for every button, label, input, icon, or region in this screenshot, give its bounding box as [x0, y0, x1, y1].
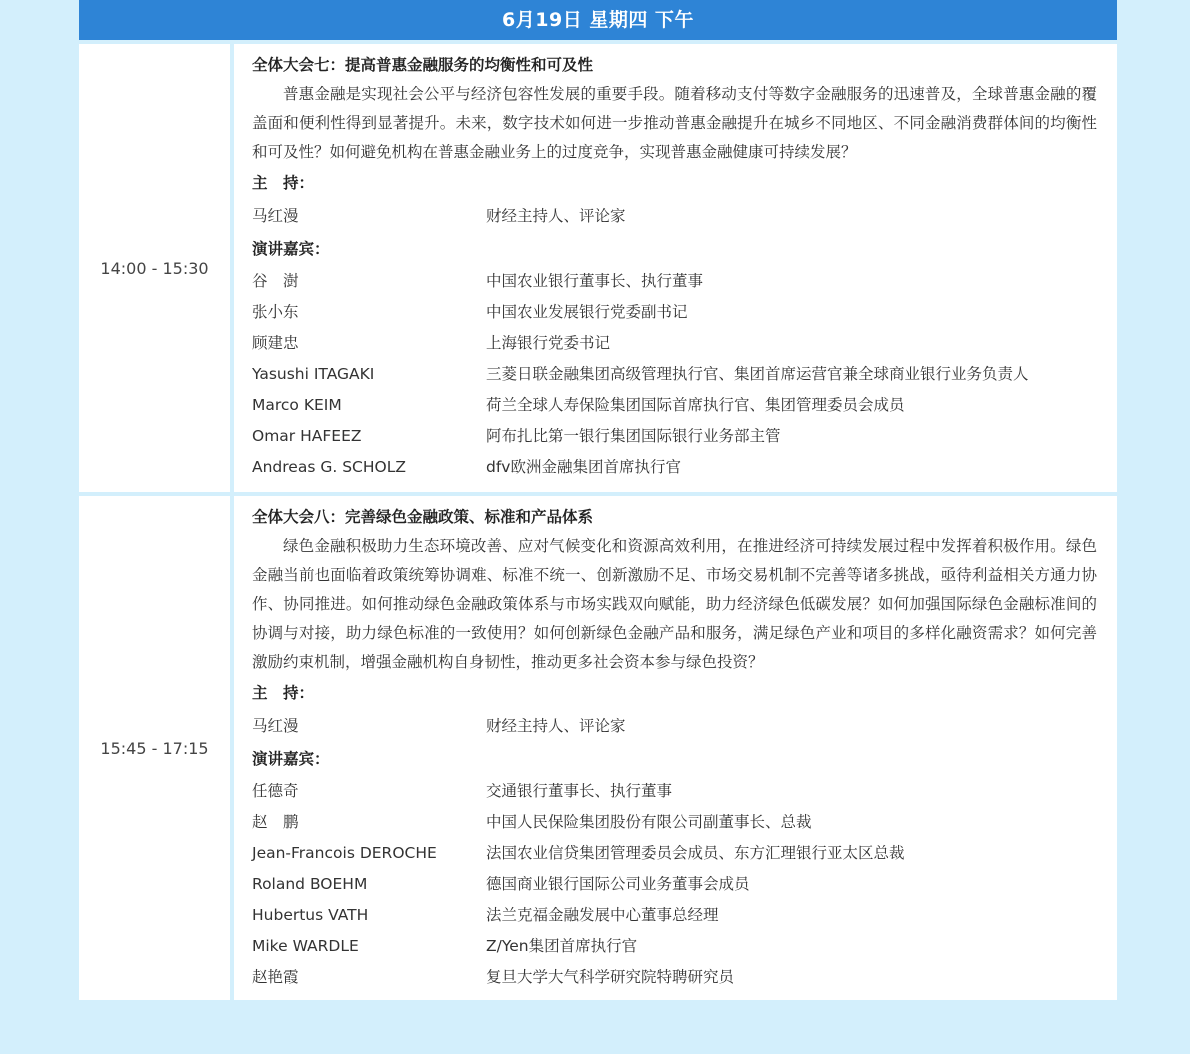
- person-name: Marco KEIM: [252, 396, 342, 414]
- session-row: [79, 496, 1117, 1000]
- person-name: 马红漫: [252, 717, 299, 735]
- speakers-label: 演讲嘉宾：: [252, 240, 330, 258]
- speaker-entry: [252, 421, 1097, 452]
- speaker-entry: [252, 931, 1097, 962]
- speaker-entry: [252, 359, 1097, 390]
- person-name: 谷 澍: [252, 272, 299, 290]
- person-title: 荷兰全球人寿保险集团国际首席执行官、集团管理委员会成员: [486, 396, 905, 414]
- session-content: [234, 44, 1117, 492]
- session-time: 14:00 - 15:30: [79, 44, 230, 492]
- person-name: 赵艳霞: [252, 968, 299, 986]
- session-description: 普惠金融是实现社会公平与经济包容性发展的重要手段。随着移动支付等数字金融服务的迅速普及，全球普惠金融的覆盖面和便利性得到显著提升。未来，数字技术如何进一步推动普惠金融提升在城乡不同地区、不同金融消费群体间的均衡性和可及性？如何避免机构在普惠金融业务上的过度竞争，实现普惠金融健康可持续发展？: [252, 85, 1097, 161]
- person-name: 赵 鹏: [252, 813, 299, 831]
- person-title: 阿布扎比第一银行集团国际银行业务部主管: [486, 427, 781, 445]
- moderator-entry: [252, 710, 1097, 743]
- speaker-entry: [252, 776, 1097, 807]
- speaker-entry: [252, 452, 1097, 483]
- person-name: Roland BOEHM: [252, 875, 368, 893]
- session-title: 全体大会七：提高普惠金融服务的均衡性和可及性: [252, 56, 594, 74]
- moderator-entry: [252, 200, 1097, 233]
- person-title: 法兰克福金融发展中心董事总经理: [486, 906, 719, 924]
- session-description: 绿色金融积极助力生态环境改善、应对气候变化和资源高效利用，在推进经济可持续发展过程中发挥着积极作用。绿色金融当前也面临着政策统筹协调难、标准不统一、创新激励不足、市场交易机制不完善等诸多挑战，亟待利益相关方通力协作、协同推进。如何推动绿色金融政策体系与市场实践双向赋能，助力经济绿色低碳发展？如何加强国际绿色金融标准间的协调与对接，助力绿色标准的一致使用？如何创新绿色金融产品和服务，满足绿色产业和项目的多样化融资需求？如何完善激励约束机制，增强金融机构自身韧性，推动更多社会资本参与绿色投资？: [252, 537, 1097, 671]
- person-name: Mike WARDLE: [252, 937, 359, 955]
- person-title: 法国农业信贷集团管理委员会成员、东方汇理银行亚太区总裁: [486, 844, 905, 862]
- person-title: 交通银行董事长、执行董事: [486, 782, 673, 800]
- person-name: 任德奇: [252, 782, 299, 800]
- day-header: 6月19日 星期四 下午: [79, 0, 1117, 40]
- person-title: dfv欧洲金融集团首席执行官: [486, 458, 681, 476]
- person-name: 顾建忠: [252, 334, 299, 352]
- speakers-label: 演讲嘉宾：: [252, 750, 330, 768]
- session-content: [234, 496, 1117, 1000]
- speaker-entry: [252, 838, 1097, 869]
- person-title: 中国农业发展银行党委副书记: [486, 303, 688, 321]
- speaker-entry: [252, 900, 1097, 931]
- speaker-entry: [252, 297, 1097, 328]
- person-name: 张小东: [252, 303, 299, 321]
- speaker-entry: [252, 962, 1097, 993]
- person-title: 复旦大学大气科学研究院特聘研究员: [486, 968, 735, 986]
- moderator-label: 主 持：: [252, 174, 315, 192]
- person-title: 中国农业银行董事长、执行董事: [486, 272, 704, 290]
- person-title: 财经主持人、评论家: [486, 207, 626, 225]
- person-title: 财经主持人、评论家: [486, 717, 626, 735]
- speaker-entry: [252, 266, 1097, 297]
- person-name: Jean-Francois DEROCHE: [252, 844, 437, 862]
- person-name: Omar HAFEEZ: [252, 427, 362, 445]
- schedule-table: [79, 0, 1117, 1000]
- moderator-label: 主 持：: [252, 684, 315, 702]
- person-name: Yasushi ITAGAKI: [252, 365, 375, 383]
- speaker-entry: [252, 328, 1097, 359]
- person-title: 三菱日联金融集团高级管理执行官、集团首席运营官兼全球商业银行业务负责人: [486, 365, 1029, 383]
- session-row: [79, 44, 1117, 492]
- person-name: 马红漫: [252, 207, 299, 225]
- speaker-entry: [252, 807, 1097, 838]
- speaker-entry: [252, 869, 1097, 900]
- person-name: Hubertus VATH: [252, 906, 369, 924]
- person-title: 上海银行党委书记: [486, 334, 611, 352]
- session-time: 15:45 - 17:15: [79, 496, 230, 1000]
- person-name: Andreas G. SCHOLZ: [252, 458, 406, 476]
- person-title: 中国人民保险集团股份有限公司副董事长、总裁: [486, 813, 812, 831]
- speaker-entry: [252, 390, 1097, 421]
- session-title: 全体大会八：完善绿色金融政策、标准和产品体系: [252, 508, 594, 526]
- person-title: 德国商业银行国际公司业务董事会成员: [486, 875, 750, 893]
- person-title: Z/Yen集团首席执行官: [486, 937, 638, 955]
